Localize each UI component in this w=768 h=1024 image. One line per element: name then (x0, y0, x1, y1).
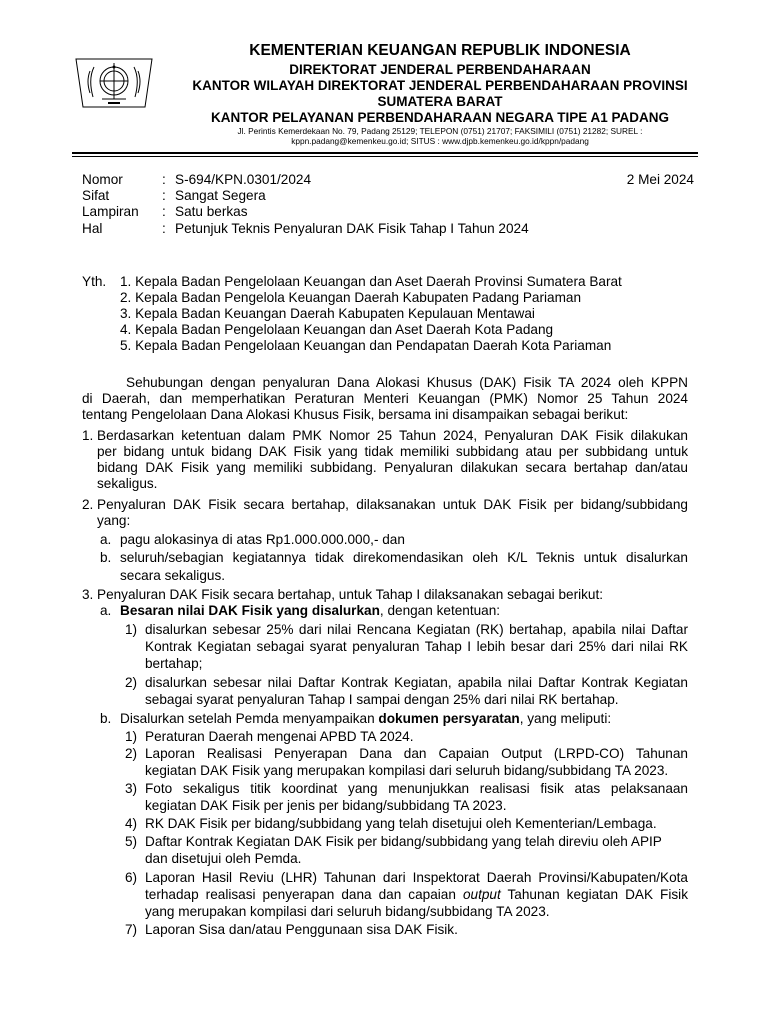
letterhead-rule-thick (72, 152, 698, 154)
doc-line: Foto sekaligus titik koordinat yang menunjukkan realisasi fisik atas pelaksanaan (145, 781, 688, 796)
point1-line: bidang DAK Fisik yang memiliki subbidang. Penyaluran dilakukan secara bertahap dan/atau (97, 460, 688, 475)
doc-line (145, 887, 688, 902)
doc-line: Daftar Kontrak Kegiatan DAK Fisik per bidang/subbidang yang telah direviu oleh APIP (145, 834, 662, 849)
point2b-line: seluruh/sebagian kegiatannya tidak direkomendasikan oleh K/L Teknis untuk disalurkan (120, 550, 688, 565)
point1-line: Berdasarkan ketentuan dalam PMK Nomor 25 Tahun 2024, Penyaluran DAK Fisik dilakukan (97, 428, 688, 443)
subpoint-letter: b. (100, 711, 112, 726)
point3b-bold: dokumen persyaratan (378, 711, 520, 726)
point-number: 1. (82, 428, 94, 443)
hal-colon: : (162, 221, 166, 236)
item-number: 7) (125, 922, 138, 937)
item-number: 2) (125, 675, 138, 690)
nomor-colon: : (162, 172, 166, 187)
recipient-item: 5. Kepala Badan Pengelolaan Keuangan dan Pendapatan Daerah Kota Pariaman (120, 338, 612, 353)
subpoint-letter: b. (100, 550, 112, 565)
item-number: 2) (125, 746, 138, 761)
point3a-bold: Besaran nilai DAK Fisik yang disalurkan (120, 603, 380, 618)
regional-office-line2: SUMATERA BARAT (377, 94, 503, 109)
recipient-item: 4. Kepala Badan Pengelolaan Keuangan dan Aset Daerah Kota Padang (120, 322, 554, 337)
point3b-post: , yang meliputi: (519, 711, 612, 726)
hal-value: Petunjuk Teknis Penyaluran DAK Fisik Tahap I Tahun 2024 (175, 221, 529, 236)
item-number: 4) (125, 816, 138, 831)
directorate-name: DIREKTORAT JENDERAL PERBENDAHARAAN (289, 62, 591, 77)
nomor-value: S-694/KPN.0301/2024 (175, 172, 312, 187)
intro-line: di Daerah, dan memperhatikan Peraturan Menteri Keuangan (PMK) Nomor 25 Tahun 2024 (82, 391, 688, 406)
doc-line: yang merupakan kompilasi dari seluruh bidang/subbidang TA 2023. (145, 904, 550, 919)
ministry-name: KEMENTERIAN KEUANGAN REPUBLIK INDONESIA (249, 42, 631, 59)
point3a-heading (120, 603, 500, 618)
address-line1: Jl. Perintis Kemerdekaan No. 79, Padang 25129; TELEPON (0751) 21707; FAKSIMILI (0751) 21282; SUREL : (237, 126, 643, 136)
letter-date: 2 Mei 2024 (626, 172, 694, 187)
point2a-text: pagu alokasinya di atas Rp1.000.000.000,- dan (120, 532, 405, 547)
sifat-value: Sangat Segera (175, 188, 266, 203)
point1-line: sekaligus. (97, 476, 158, 491)
doc-line: kegiatan DAK Fisik per jenis per bidang/subbidang TA 2023. (145, 798, 507, 813)
doc-line: RK DAK Fisik per bidang/subbidang yang telah disetujui oleh Kementerian/Lembaga. (145, 816, 657, 831)
intro-line: Sehubungan dengan penyaluran Dana Alokasi Khusus (DAK) Fisik TA 2024 oleh KPPN (126, 375, 688, 390)
lampiran-value: Satu berkas (175, 204, 248, 219)
point2-line: yang: (97, 513, 131, 528)
address-line2: kppn.padang@kemenkeu.go.id; SITUS : www.djpb.kemenkeu.go.id/kppn/padang (291, 136, 589, 146)
doc-line: Laporan Sisa dan/atau Penggunaan sisa DAK Fisik. (145, 922, 458, 937)
recipient-item: 1. Kepala Badan Pengelolaan Keuangan dan Aset Daerah Provinsi Sumatera Barat (120, 274, 622, 289)
item-number: 1) (125, 622, 138, 637)
point3a2-line: sebagai syarat penyaluran Tahap I sampai dengan 25% dari nilai RK bertahap. (145, 692, 619, 707)
item-number: 3) (125, 781, 138, 796)
doc-line: Peraturan Daerah mengenai APBD TA 2024. (145, 729, 414, 744)
sifat-label: Sifat (82, 188, 110, 203)
lampiran-label: Lampiran (82, 204, 139, 219)
lampiran-colon: : (162, 204, 166, 219)
item-number: 6) (125, 870, 138, 885)
doc6-line2-em: output (462, 887, 501, 902)
point3a1-line: Kontrak Kegiatan sebagai syarat penyaluran Tahap I lebih besar dari 25% dari nilai RK (145, 639, 688, 654)
doc-line: Laporan Hasil Reviu (LHR) Tahunan dari Inspektorat Daerah Provinsi/Kabupaten/Kota (145, 870, 688, 885)
subpoint-letter: a. (100, 532, 112, 547)
doc6-line2-pre: terhadap realisasi penyerapan dana dan capaian (145, 887, 463, 902)
doc-line: Laporan Realisasi Penyerapan Dana dan Capaian Output (LRPD-CO) Tahunan (145, 746, 688, 761)
point3-text: Penyaluran DAK Fisik secara bertahap, untuk Tahap I dilaksanakan sebagai berikut: (97, 587, 604, 602)
point-number: 2. (82, 497, 94, 512)
nomor-label: Nomor (82, 172, 123, 187)
sifat-colon: : (162, 188, 166, 203)
service-office-name: KANTOR PELAYANAN PERBENDAHARAAN NEGARA TIPE A1 PADANG (210, 110, 670, 125)
item-number: 5) (125, 834, 138, 849)
point1-line: per bidang untuk bidang DAK Fisik yang tidak memiliki subbidang atau per subbidang untuk (97, 444, 688, 459)
point3b-heading (120, 711, 611, 726)
ministry-emblem-logo (72, 49, 156, 111)
intro-line: tentang Pengelolaan Dana Alokasi Khusus Fisik, bersama ini disampaikan sebagai berikut: (82, 407, 629, 422)
recipient-item: 2. Kepala Badan Pengelola Keuangan Daerah Kabupaten Padang Pariaman (120, 290, 582, 305)
doc6-line2-post: Tahunan kegiatan DAK Fisik (500, 887, 688, 902)
point2-line: Penyaluran DAK Fisik secara bertahap, dilaksanakan untuk DAK Fisik per bidang/subbidang (97, 497, 688, 512)
regional-office-line1: KANTOR WILAYAH DIREKTORAT JENDERAL PERBENDAHARAAN PROVINSI (192, 78, 688, 93)
point2b-line: secara sekaligus. (120, 568, 226, 583)
recipient-item: 3. Kepala Badan Keuangan Daerah Kabupaten Kepulauan Mentawai (120, 306, 535, 321)
subpoint-letter: a. (100, 603, 112, 618)
point3a1-line: disalurkan sebesar 25% dari nilai Rencana Kegiatan (RK) bertahap, apabila nilai Daftar (145, 622, 688, 637)
point-number: 3. (82, 587, 94, 602)
hal-label: Hal (82, 221, 103, 236)
point3a-rest: , dengan ketentuan: (379, 603, 501, 618)
point3a2-line: disalurkan sebesar nilai Daftar Kontrak Kegiatan, apabila nilai Daftar Kontrak Kegiatan (145, 675, 688, 690)
item-number: 1) (125, 729, 138, 744)
recipients-label: Yth. (82, 274, 107, 289)
point3b-pre: Disalurkan setelah Pemda menyampaikan (120, 711, 379, 726)
doc-line: kegiatan DAK Fisik yang merupakan kompilasi dari seluruh bidang/subbidang TA 2023. (145, 763, 669, 778)
doc-line: dan disetujui oleh Pemda. (145, 851, 302, 866)
letterhead-rule-thin (72, 156, 698, 157)
point3a1-line: bertahap; (145, 656, 203, 671)
